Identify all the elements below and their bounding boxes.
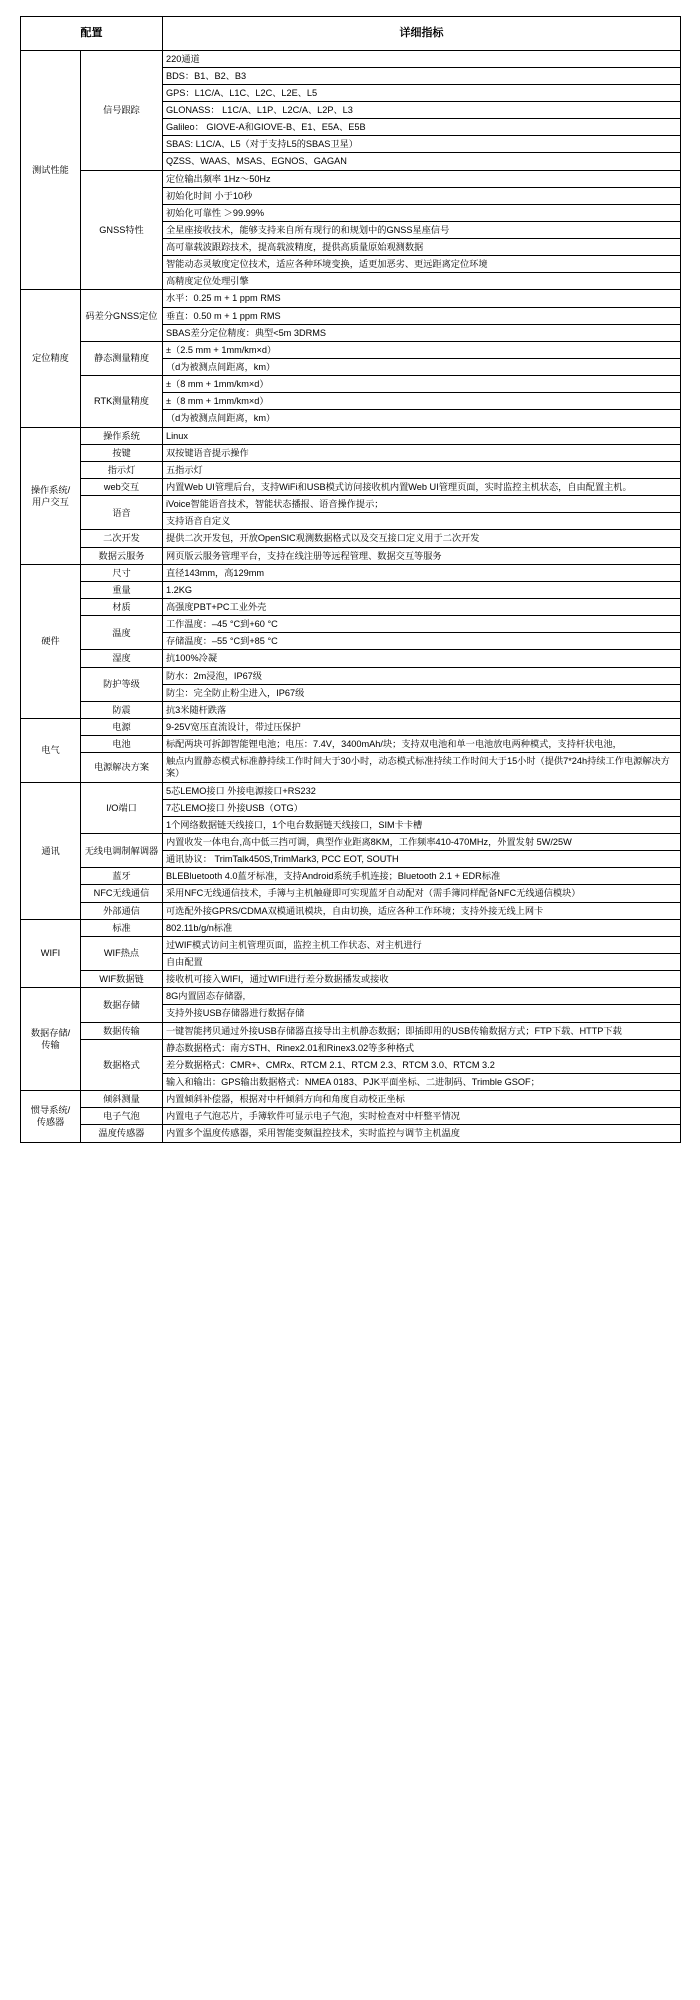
table-row xyxy=(21,444,681,461)
spec-value: 1个网络数据链天线接口，1个电台数据链天线接口，SIM卡卡槽 xyxy=(163,816,681,833)
spec-value: 防尘：完全防止粉尘进入，IP67级 xyxy=(163,684,681,701)
table-body xyxy=(21,50,681,1142)
spec-value: 初始化时间 小于10秒 xyxy=(163,187,681,204)
subcategory-label: 温度 xyxy=(81,616,163,650)
spec-value: 支持语音自定义 xyxy=(163,513,681,530)
spec-value: 高可靠载波跟踪技术，提高载波精度，提供高质量原始观测数据 xyxy=(163,239,681,256)
spec-value: 内置Web UI管理后台，支持WiFi和USB模式访问接收机内置Web UI管理页面，实时监控主机状态，自由配置主机。 xyxy=(163,479,681,496)
table-row xyxy=(21,988,681,1005)
table-row xyxy=(21,1022,681,1039)
table-row xyxy=(21,736,681,753)
spec-value: Linux xyxy=(163,427,681,444)
table-row xyxy=(21,833,681,850)
spec-value: 抗3米随杆跌落 xyxy=(163,701,681,718)
spec-value: ±（8 mm + 1mm/km×d） xyxy=(163,376,681,393)
spec-value: 1.2KG xyxy=(163,581,681,598)
subcategory-label: 指示灯 xyxy=(81,461,163,478)
spec-value: BDS：B1、B2、B3 xyxy=(163,67,681,84)
table-row xyxy=(21,1108,681,1125)
spec-value: Galileo： GIOVE-A和GIOVE-B、E1、E5A、E5B xyxy=(163,119,681,136)
subcategory-label: WIF热点 xyxy=(81,936,163,970)
group-label: 测试性能 xyxy=(21,50,81,290)
subcategory-label: 操作系统 xyxy=(81,427,163,444)
spec-value: 直径143mm，高129mm xyxy=(163,564,681,581)
spec-value: 网页版云服务管理平台，支持在线注册等远程管理、数据交互等服务 xyxy=(163,547,681,564)
spec-value: 输入和输出：GPS输出数据格式：NMEA 0183、PJK平面坐标、二进制码、Trimble GSOF； xyxy=(163,1073,681,1090)
subcategory-label: 电子气泡 xyxy=(81,1108,163,1125)
spec-value: SBAS: L1C/A、L5（对于支持L5的SBAS卫星） xyxy=(163,136,681,153)
group-label: 通讯 xyxy=(21,782,81,919)
spec-value: 内置多个温度传感器，采用智能变频温控技术，实时监控与调节主机温度 xyxy=(163,1125,681,1142)
table-row xyxy=(21,616,681,633)
spec-value: GPS：L1C/A、L1C、L2C、L2E、L5 xyxy=(163,84,681,101)
table-row xyxy=(21,753,681,782)
group-label: 定位精度 xyxy=(21,290,81,427)
spec-value: 通讯协议： TrimTalk450S,TrimMark3, PCC EOT, SOUTH xyxy=(163,851,681,868)
spec-value: QZSS、WAAS、MSAS、EGNOS、GAGAN xyxy=(163,153,681,170)
group-label: 电气 xyxy=(21,719,81,783)
group-label: WIFI xyxy=(21,919,81,988)
table-row xyxy=(21,479,681,496)
spec-value: SBAS差分定位精度：典型<5m 3DRMS xyxy=(163,324,681,341)
header-detail: 详细指标 xyxy=(163,17,681,51)
table-row xyxy=(21,1091,681,1108)
spec-value: 差分数据格式：CMR+、CMRx、RTCM 2.1、RTCM 2.3、RTCM 3.0、RTCM 3.2 xyxy=(163,1056,681,1073)
table-row xyxy=(21,650,681,667)
subcategory-label: 防震 xyxy=(81,701,163,718)
subcategory-label: 倾斜测量 xyxy=(81,1091,163,1108)
spec-value: （d为被测点间距离，km） xyxy=(163,359,681,376)
spec-value: 可选配外接GPRS/CDMA双模通讯模块，自由切换，适应各种工作环境；支持外接无线上网卡 xyxy=(163,902,681,919)
spec-value: 接收机可接入WIFI，通过WIFI进行差分数据播发或接收 xyxy=(163,971,681,988)
subcategory-label: 语音 xyxy=(81,496,163,530)
subcategory-label: 尺寸 xyxy=(81,564,163,581)
spec-value: 提供二次开发包，开放OpenSIC观测数据格式以及交互接口定义用于二次开发 xyxy=(163,530,681,547)
spec-value: 抗100%冷凝 xyxy=(163,650,681,667)
spec-value: 8G内置固态存储器, xyxy=(163,988,681,1005)
subcategory-label: 数据格式 xyxy=(81,1039,163,1090)
spec-value: 存储温度：–55 °C到+85 °C xyxy=(163,633,681,650)
spec-value: 全星座接收技术，能够支持来自所有现行的和规划中的GNSS星座信号 xyxy=(163,221,681,238)
spec-value: 7芯LEMO接口 外接USB（OTG） xyxy=(163,799,681,816)
table-row xyxy=(21,599,681,616)
table-row xyxy=(21,341,681,358)
spec-value: 静态数据格式：南方STH、Rinex2.01和Rinex3.02等多种格式 xyxy=(163,1039,681,1056)
spec-value: 防水：2m浸泡，IP67级 xyxy=(163,667,681,684)
subcategory-label: 蓝牙 xyxy=(81,868,163,885)
table-row xyxy=(21,971,681,988)
spec-value: 触点内置静态模式标准静持续工作时间大于30小时，动态模式标准持续工作时间大于15小时（提供7*24h持续工作电源解决方案） xyxy=(163,753,681,782)
spec-value: iVoice智能语音技术，智能状态播报、语音操作提示； xyxy=(163,496,681,513)
subcategory-label: 湿度 xyxy=(81,650,163,667)
table-row xyxy=(21,902,681,919)
spec-value: 高强度PBT+PC工业外壳 xyxy=(163,599,681,616)
header-config: 配置 xyxy=(21,17,163,51)
subcategory-label: 按键 xyxy=(81,444,163,461)
subcategory-label: 静态测量精度 xyxy=(81,341,163,375)
subcategory-label: 标准 xyxy=(81,919,163,936)
spec-value: 802.11b/g/n标准 xyxy=(163,919,681,936)
subcategory-label: 重量 xyxy=(81,581,163,598)
subcategory-label: WIF数据链 xyxy=(81,971,163,988)
subcategory-label: 二次开发 xyxy=(81,530,163,547)
table-row xyxy=(21,376,681,393)
subcategory-label: 码差分GNSS定位 xyxy=(81,290,163,341)
table-row xyxy=(21,50,681,67)
spec-value: 定位输出频率 1Hz～50Hz xyxy=(163,170,681,187)
subcategory-label: 温度传感器 xyxy=(81,1125,163,1142)
spec-value: 采用NFC无线通信技术，手簿与主机触碰即可实现蓝牙自动配对（需手簿同样配备NFC无线通信模块） xyxy=(163,885,681,902)
spec-value: 双按键语音提示操作 xyxy=(163,444,681,461)
specification-table xyxy=(20,16,681,1143)
subcategory-label: 电池 xyxy=(81,736,163,753)
table-row xyxy=(21,868,681,885)
spec-value: 垂直：0.50 m + 1 ppm RMS xyxy=(163,307,681,324)
subcategory-label: 电源解决方案 xyxy=(81,753,163,782)
subcategory-label: 数据存储 xyxy=(81,988,163,1022)
table-row xyxy=(21,885,681,902)
spec-value: GLONASS： L1C/A、L1P、L2C/A、L2P、L3 xyxy=(163,101,681,118)
spec-value: ±（2.5 mm + 1mm/km×d） xyxy=(163,341,681,358)
table-row xyxy=(21,581,681,598)
spec-value: 220通道 xyxy=(163,50,681,67)
group-label: 惯导系统/ 传感器 xyxy=(21,1091,81,1142)
table-row xyxy=(21,290,681,307)
spec-value: 内置收发一体电台,高中低三挡可调，典型作业距离8KM，工作频率410-470MHz，外置发射 5W/25W xyxy=(163,833,681,850)
subcategory-label: 电源 xyxy=(81,719,163,736)
spec-value: 智能动态灵敏度定位技术，适应各种环境变换，适更加恶劣、更远距离定位环境 xyxy=(163,256,681,273)
spec-value: 过WIF模式访问主机管理页面，监控主机工作状态、对主机进行 xyxy=(163,936,681,953)
spec-value: 内置倾斜补偿器，根据对中杆倾斜方向和角度自动校正坐标 xyxy=(163,1091,681,1108)
subcategory-label: GNSS特性 xyxy=(81,170,163,290)
table-row xyxy=(21,170,681,187)
spec-value: 五指示灯 xyxy=(163,461,681,478)
spec-value: 一键智能拷贝通过外接USB存储器直接导出主机静态数据；即插即用的USB传输数据方式；FTP下载、HTTP下载 xyxy=(163,1022,681,1039)
spec-value: 初始化可靠性 ＞99.99% xyxy=(163,204,681,221)
spec-value: BLEBluetooth 4.0蓝牙标准，支持Android系统手机连接；Bluetooth 2.1 + EDR标准 xyxy=(163,868,681,885)
spec-value: 内置电子气泡芯片，手簿软件可显示电子气泡，实时检查对中杆整平情况 xyxy=(163,1108,681,1125)
subcategory-label: 数据云服务 xyxy=(81,547,163,564)
spec-value: 5芯LEMO接口 外接电源接口+RS232 xyxy=(163,782,681,799)
table-row xyxy=(21,719,681,736)
table-row xyxy=(21,530,681,547)
table-row xyxy=(21,936,681,953)
group-label: 操作系统/ 用户交互 xyxy=(21,427,81,564)
spec-value: 9-25V宽压直流设计，带过压保护 xyxy=(163,719,681,736)
table-row xyxy=(21,782,681,799)
table-row xyxy=(21,427,681,444)
spec-value: （d为被测点间距离，km） xyxy=(163,410,681,427)
group-label: 硬件 xyxy=(21,564,81,718)
subcategory-label: 外部通信 xyxy=(81,902,163,919)
spec-value: 自由配置 xyxy=(163,953,681,970)
group-label: 数据存储/ 传输 xyxy=(21,988,81,1091)
subcategory-label: RTK测量精度 xyxy=(81,376,163,427)
table-header xyxy=(21,17,681,51)
subcategory-label: 防护等级 xyxy=(81,667,163,701)
table-row xyxy=(21,919,681,936)
spec-value: 支持外接USB存储器进行数据存储 xyxy=(163,1005,681,1022)
subcategory-label: NFC无线通信 xyxy=(81,885,163,902)
table-row xyxy=(21,461,681,478)
subcategory-label: 信号跟踪 xyxy=(81,50,163,170)
table-row xyxy=(21,1125,681,1142)
spec-value: ±（8 mm + 1mm/km×d） xyxy=(163,393,681,410)
spec-value: 高精度定位处理引擎 xyxy=(163,273,681,290)
table-row xyxy=(21,667,681,684)
subcategory-label: web交互 xyxy=(81,479,163,496)
subcategory-label: 无线电调制解调器 xyxy=(81,833,163,867)
subcategory-label: 数据传输 xyxy=(81,1022,163,1039)
spec-value: 水平：0.25 m + 1 ppm RMS xyxy=(163,290,681,307)
table-row xyxy=(21,547,681,564)
subcategory-label: I/O端口 xyxy=(81,782,163,833)
spec-value: 标配两块可拆卸智能锂电池；电压：7.4V，3400mAh/块；支持双电池和单一电池放电两种模式，支持杆状电池， xyxy=(163,736,681,753)
table-row xyxy=(21,1039,681,1056)
table-row xyxy=(21,496,681,513)
table-row xyxy=(21,701,681,718)
table-row xyxy=(21,564,681,581)
spec-value: 工作温度：–45 °C到+60 °C xyxy=(163,616,681,633)
subcategory-label: 材质 xyxy=(81,599,163,616)
header-row xyxy=(21,17,681,51)
